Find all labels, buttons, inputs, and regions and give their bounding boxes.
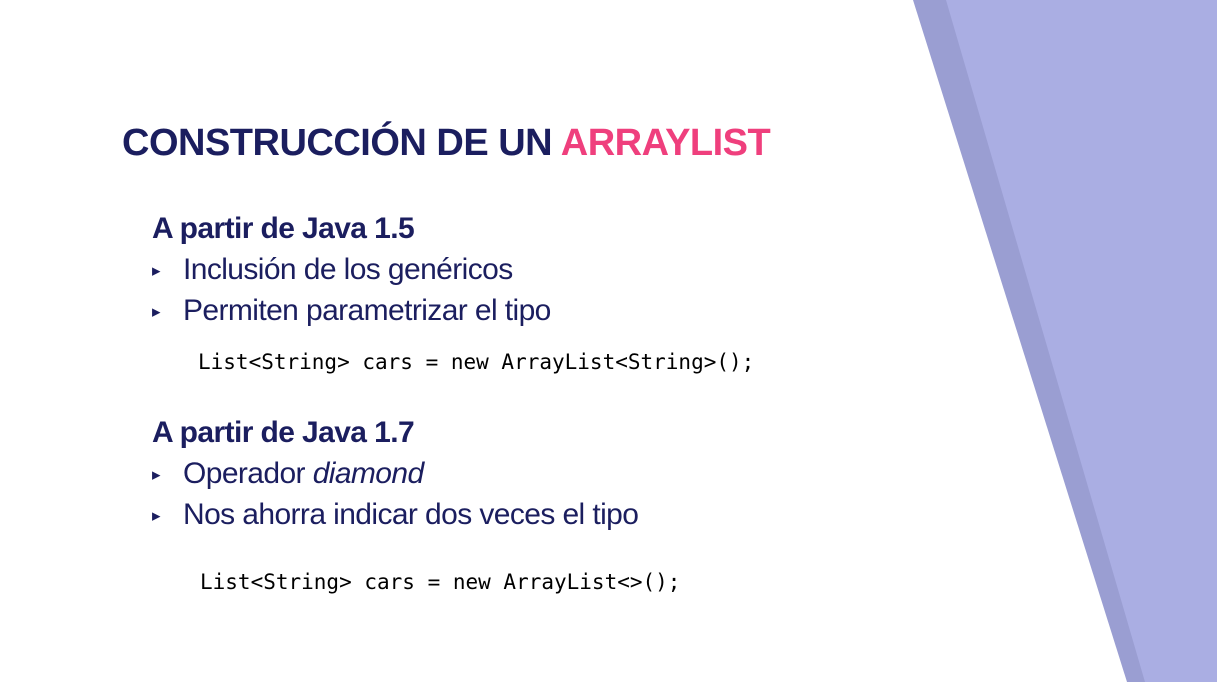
bullet-generics [152, 253, 513, 287]
bullet-diamond-operator [152, 457, 424, 491]
bullet-emphasis: diamond [312, 457, 424, 490]
bullet-type-once [152, 498, 638, 532]
code-example-java-1-5: List<String> cars = new ArrayList<String>(); [198, 350, 755, 374]
bullet-marker-icon: ▸ [152, 302, 160, 321]
bullet-text: Nos ahorra indicar dos veces el tipo [183, 498, 639, 531]
bullet-text: Permiten parametrizar el tipo [183, 294, 551, 327]
title-accent: ARRAYLIST [560, 122, 771, 164]
section-heading-java-1-5: A partir de Java 1.5 [152, 212, 415, 245]
section-heading-java-1-7: A partir de Java 1.7 [152, 416, 415, 449]
bullet-marker-icon: ▸ [152, 261, 160, 280]
bullet-text: Operador [183, 457, 313, 490]
bullet-parametrize [152, 294, 551, 328]
code-example-java-1-7: List<String> cars = new ArrayList<>(); [200, 570, 681, 594]
bullet-marker-icon: ▸ [152, 465, 160, 484]
bullet-text: Inclusión de los genéricos [183, 253, 513, 286]
slide-title [122, 122, 770, 165]
side-panel-light-band [946, 0, 1217, 682]
bullet-marker-icon: ▸ [152, 506, 160, 525]
title-main: CONSTRUCCIÓN DE UN [122, 122, 553, 164]
